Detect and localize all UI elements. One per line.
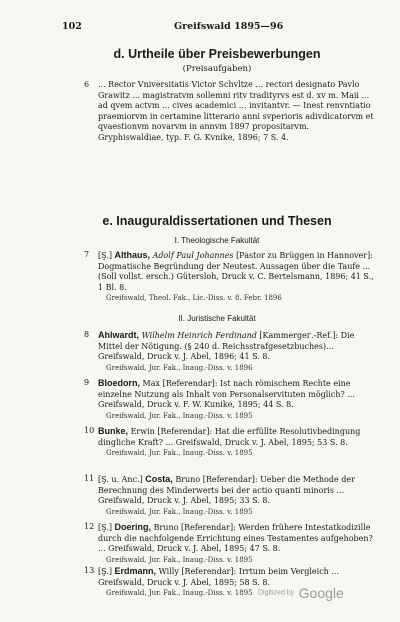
author-given-name: Wilhelm Heinrich Ferdinand: [141, 331, 257, 340]
entry-prefix: [Ş.]: [98, 523, 112, 532]
entry-6: [62, 80, 374, 144]
running-header: [62, 21, 362, 35]
running-title: Greifswald 1895—96: [174, 21, 284, 32]
author-given-name: Max: [142, 379, 161, 388]
entry-text: [98, 378, 374, 411]
google-watermark: [258, 584, 344, 602]
faculty-heading-law: II. Juristische Fakultät: [178, 314, 256, 323]
author-surname: Althaus,: [114, 250, 151, 260]
entry-body: [Referendar]: Werden frühere Intestatkodizille durch die nachfolgende Errichtung eines Testamentes aufgehoben? ... Greifswald, Druck v. J. Abel, 1895; 47 S. 8.: [98, 523, 373, 554]
entry-7: [62, 250, 374, 304]
entry-note: Greifswald, Jur. Fak., Inaug.-Diss. v. 1895: [106, 589, 253, 598]
entry-number: 10: [84, 426, 95, 435]
entry-prefix: [Ş.]: [98, 251, 112, 260]
section-d-heading: d. Urtheile über Preisbewerbungen: [113, 47, 321, 61]
entry-text: [98, 330, 374, 363]
entry-11: [62, 474, 374, 517]
entry-number: 13: [84, 566, 95, 575]
entry-number: 11: [84, 474, 95, 483]
entry-text: [98, 474, 374, 507]
entry-prefix: [Ş. u. Anc.]: [98, 475, 143, 484]
entry-number: 7: [84, 250, 90, 259]
author-surname: Bunke,: [98, 426, 129, 436]
author-given-name: Willy: [158, 567, 179, 576]
google-logo: Google: [298, 584, 344, 601]
entry-note: Greifswald, Jur. Fak., Inaug.-Diss. v. 1895: [106, 507, 253, 516]
entry-number: 9: [84, 378, 90, 387]
faculty-heading-theology: I. Theologische Fakultät: [174, 236, 260, 245]
author-given-name: Adolf Paul Johannes: [152, 251, 234, 260]
entry-8: [62, 330, 374, 373]
entry-text: [98, 250, 374, 293]
entry-body: [Referendar]: Hat die erfüllte Resolutivbedingung dingliche Kraft? ... Greifswald, Druck v. J. Abel, 1895; 53 S. 8.: [98, 427, 361, 447]
author-given-name: Bruno: [153, 523, 179, 532]
entry-text: ... Rector Vniversitatis Victor Schvltze ... rectori designato Pavlo Grawitz ... magistratvm sollemni ritv tradityrvs est d. xv m. Maii ... ad qvem actvm ... cives academici ... invitantvr. — Inest renvntiatio praemiorvm in certamine litterario anni svperioris adivdicatorvm et qvaestionvm novarvm in annvm 1897 propositarvm. Gryphiswaldiae, typ. F. G. Kvnike, 1896; 7 S. 4.: [98, 80, 374, 142]
entry-number: 6: [84, 80, 90, 89]
entry-body: [Pastor zu Brüggen in Hannover]: Dogmatische Begründung der Neutest. Aussagen über die Taufe ... (Soll vollst. ersch.) Gütersloh, Druck v. C. Bertelsmann, 1896; 41 S., 1 Bl. 8.: [98, 251, 374, 292]
entry-note: Greifswald, Jur. Fak., Inaug.-Diss. v. 1895: [106, 449, 253, 458]
entry-body: [Kammergeг.-Ref.]: Die Mittel der Nötigung. (§ 240 d. Reichsstrafgesetzbuches)... Greifswald, Druck v. J. Abel, 1896; 41 S. 8.: [98, 331, 355, 362]
entry-note: Greifswald, Jur. Fak., Inaug.-Diss. v. 1896: [106, 363, 253, 372]
entry-note: Greifswald, Theol. Fak., Lic.-Diss. v. 8. Febr. 1896: [106, 294, 282, 303]
author-surname: Bloedorn,: [98, 378, 140, 388]
author-surname: Doering,: [114, 522, 152, 532]
entry-body: [Referendar]: Ueber die Methode der Berechnung des Minderwerts bei der actio quanti minoris ... Greifswald, Druck v. J. Abel, 1895; 33 S. 8.: [98, 475, 355, 506]
entry-note: Greifswald, Jur. Fak., Inaug.-Diss. v. 1895: [106, 555, 253, 564]
author-surname: Erdmann,: [114, 566, 157, 576]
author-given-name: Bruno: [175, 475, 201, 484]
entry-body: [Referendar]: Ist nach römischem Rechte eine einzelne Nutzung als Inhalt von Personalservituten möglich? ... Greifswald, Druck v. F. W. Kunike, 1895; 44 S. 8.: [98, 379, 355, 410]
author-surname: Costa,: [145, 474, 173, 484]
entry-9: [62, 378, 374, 421]
digitized-by-label: Digitized by: [258, 589, 295, 597]
entry-note: Greifswald, Jur. Fak., Inaug.-Diss. v. 1895: [106, 411, 253, 420]
author-given-name: Erwin: [130, 427, 155, 436]
section-d-subtitle: (Preisaufgaben): [182, 64, 252, 74]
entry-number: 12: [84, 522, 95, 531]
entry-text: [98, 522, 374, 555]
entry-10: [62, 426, 374, 459]
entry-number: 8: [84, 330, 90, 339]
section-e-heading: e. Inauguraldissertationen und Thesen: [102, 214, 332, 228]
author-surname: Ahlwardt,: [98, 330, 140, 340]
entry-body: [Referendar]: Irrtum beim Vergleich ... Greifswald, Druck v. J. Abel, 1895; 58 S. 8.: [98, 567, 340, 587]
entry-text: [98, 426, 374, 448]
page-number: 102: [62, 21, 82, 32]
entry-prefix: [Ş.]: [98, 567, 112, 576]
entry-12: [62, 522, 374, 565]
